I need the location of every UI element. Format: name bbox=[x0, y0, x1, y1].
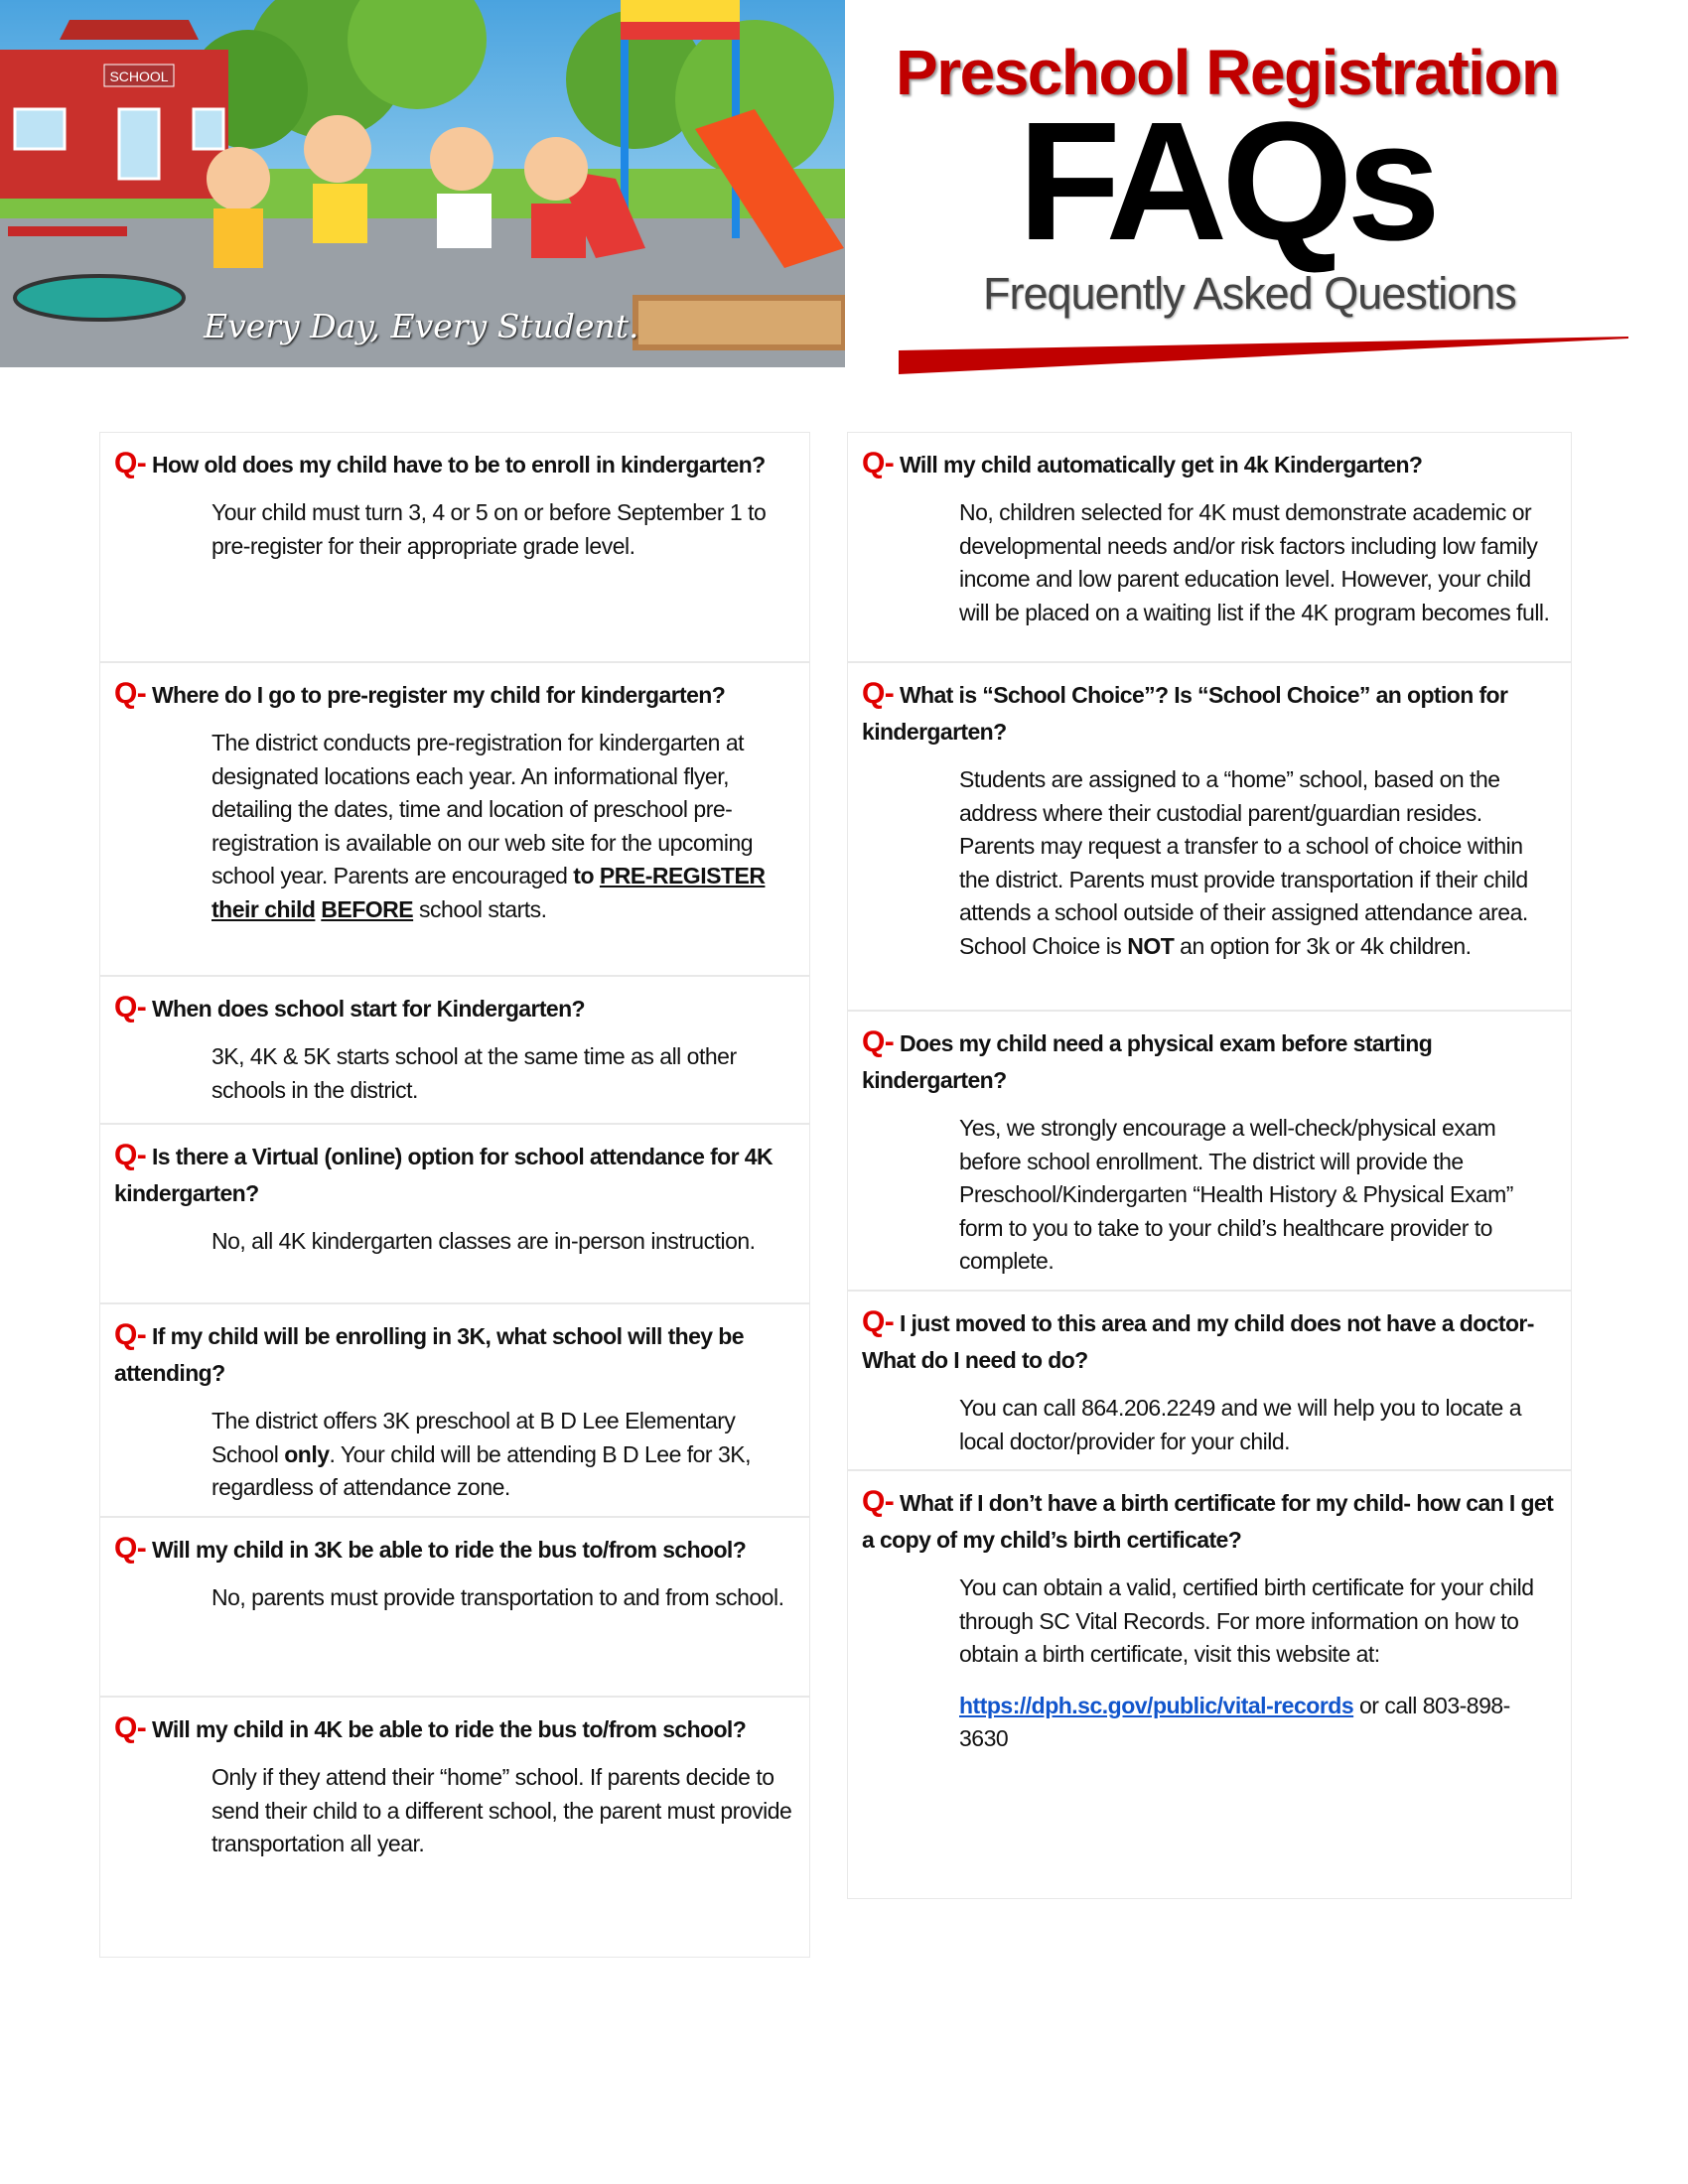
answer-paragraph bbox=[211, 1040, 795, 1107]
answer-text: NOT bbox=[1127, 932, 1175, 959]
faq-item bbox=[847, 1011, 1572, 1291]
question-text: Will my child automatically get in 4k Kindergarten? bbox=[899, 452, 1423, 478]
question-text: What is “School Choice”? Is “School Choice” an option for kindergarten? bbox=[862, 682, 1508, 745]
answer-text: an option for 3k or 4k children. bbox=[1174, 932, 1472, 959]
faq-answer bbox=[959, 1392, 1557, 1458]
faq-question bbox=[114, 1316, 795, 1392]
question-text: What if I don’t have a birth certificate for my child- how can I get a copy of my child’s birth certificate? bbox=[862, 1490, 1554, 1553]
faq-item bbox=[99, 976, 810, 1124]
faq-item bbox=[847, 662, 1572, 1011]
school-sign: SCHOOL bbox=[109, 68, 169, 84]
answer-text: Students are assigned to a “home” school, based on the address where their custodial parent/guardian resides. Parents may request a transfer to a school of choice within the district. Parents must provide transportation if their child attends a school outside of their assigned attendance area. School Choice is bbox=[959, 766, 1528, 959]
answer-paragraph bbox=[211, 727, 795, 926]
faq-question bbox=[114, 445, 795, 483]
answer-paragraph bbox=[211, 1225, 795, 1259]
answer-paragraph bbox=[959, 1690, 1557, 1756]
question-text: Where do I go to pre-register my child for kindergarten? bbox=[151, 682, 726, 708]
answer-text: No, all 4K kindergarten classes are in-person instruction. bbox=[211, 1228, 756, 1254]
answer-paragraph bbox=[211, 1405, 795, 1505]
q-prefix: Q- bbox=[862, 1485, 895, 1518]
subtitle: Frequently Asked Questions bbox=[983, 268, 1516, 319]
faq-item bbox=[99, 1517, 810, 1697]
question-text: I just moved to this area and my child does not have a doctor-What do I need to do? bbox=[862, 1310, 1534, 1373]
answer-text: The district conducts pre-registration for kindergarten at designated locations each year. An informational flyer, detailing the dates, time and location of preschool pre- registration is available on our web site for the upcoming school year. Parents are encouraged bbox=[211, 730, 754, 888]
faq-answer bbox=[211, 1761, 795, 1861]
q-prefix: Q- bbox=[114, 1139, 147, 1171]
answer-text: PRE-REGISTER their child bbox=[211, 863, 766, 922]
question-text: If my child will be enrolling in 3K, what school will they be attending? bbox=[114, 1323, 744, 1386]
faq-question bbox=[114, 989, 795, 1027]
answer-text: No, children selected for 4K must demonstrate academic or developmental needs and/or risk factors including low family income and low parent education level. However, your child will be placed on a waiting list if the 4K program becomes full. bbox=[959, 499, 1550, 625]
question-text: Does my child need a physical exam before starting kindergarten? bbox=[862, 1030, 1433, 1093]
faq-item bbox=[847, 1470, 1572, 1899]
q-prefix: Q- bbox=[862, 447, 895, 479]
faq-question bbox=[862, 1303, 1557, 1379]
answer-text: BEFORE bbox=[321, 895, 414, 922]
q-prefix: Q- bbox=[114, 1318, 147, 1351]
answer-paragraph bbox=[211, 496, 795, 563]
faq-answer bbox=[211, 1040, 795, 1107]
question-text: How old does my child have to be to enroll in kindergarten? bbox=[151, 452, 766, 478]
faq-answer bbox=[211, 1405, 795, 1505]
answer-paragraph bbox=[211, 1581, 795, 1615]
q-prefix: Q- bbox=[862, 1025, 895, 1058]
faq-question bbox=[862, 675, 1557, 751]
answer-paragraph bbox=[959, 763, 1557, 963]
answer-paragraph bbox=[959, 1392, 1557, 1458]
answer-text: Your child must turn 3, 4 or 5 on or before September 1 to pre-register for their appropriate grade level. bbox=[211, 499, 767, 559]
faq-item bbox=[99, 1124, 810, 1303]
faq-answer bbox=[959, 1112, 1557, 1279]
question-text: Is there a Virtual (online) option for school attendance for 4K kindergarten? bbox=[114, 1144, 773, 1206]
title-preschool-registration: Preschool Registration bbox=[896, 37, 1559, 108]
q-prefix: Q- bbox=[862, 1305, 895, 1338]
answer-text: No, parents must provide transportation to and from school. bbox=[211, 1584, 784, 1610]
faq-item bbox=[99, 432, 810, 662]
answer-text: 3K, 4K & 5K starts school at the same time as all other schools in the district. bbox=[211, 1043, 737, 1103]
faq-item bbox=[847, 432, 1572, 662]
answer-text: . Your child will be attending B D Lee for 3K, regardless of attendance zone. bbox=[211, 1440, 752, 1500]
faq-question bbox=[114, 675, 795, 714]
faq-question bbox=[862, 1024, 1557, 1099]
answer-text: to bbox=[573, 863, 600, 888]
faq-answer bbox=[959, 763, 1557, 963]
q-prefix: Q- bbox=[114, 677, 147, 710]
question-text: When does school start for Kindergarten? bbox=[151, 996, 585, 1022]
answer-text: The district offers 3K preschool at B D Lee Elementary School bbox=[211, 1408, 736, 1467]
faq-item bbox=[99, 1697, 810, 1958]
title-block bbox=[874, 0, 1668, 387]
q-prefix: Q- bbox=[114, 447, 147, 479]
question-text: Will my child in 4K be able to ride the bus to/from school? bbox=[151, 1716, 747, 1742]
faq-answer bbox=[211, 496, 795, 563]
answer-paragraph bbox=[211, 1761, 795, 1861]
header-banner-image bbox=[0, 0, 845, 367]
faq-question bbox=[862, 445, 1557, 483]
red-swoosh-divider bbox=[899, 333, 1628, 377]
q-prefix: Q- bbox=[114, 1532, 147, 1565]
answer-text: or call 803-898-3630 bbox=[959, 1692, 1510, 1751]
q-prefix: Q- bbox=[114, 991, 147, 1024]
faq-answer bbox=[959, 496, 1557, 629]
faq-answer bbox=[211, 1581, 795, 1615]
banner-caption: Every Day, Every Student. bbox=[204, 307, 639, 345]
faq-question bbox=[114, 1530, 795, 1569]
faq-item bbox=[847, 1291, 1572, 1470]
vital-records-link[interactable]: https://dph.sc.gov/public/vital-records bbox=[959, 1692, 1354, 1718]
faq-item bbox=[99, 1303, 810, 1517]
faq-item bbox=[99, 662, 810, 976]
answer-text: Yes, we strongly encourage a well-check/physical exam before school enrollment. The district will provide the Preschool/Kindergarten “Health History & Physical Exam” form to you to take to your child’s healthcare provider to complete. bbox=[959, 1115, 1513, 1274]
answer-text: You can call 864.206.2249 and we will help you to locate a local doctor/provider for your child. bbox=[959, 1395, 1522, 1454]
q-prefix: Q- bbox=[862, 677, 895, 710]
answer-text: Only if they attend their “home” school. If parents decide to send their child to a different school, the parent must provide transportation all year. bbox=[211, 1764, 792, 1856]
faq-answer bbox=[211, 1225, 795, 1259]
faq-answer bbox=[959, 1571, 1557, 1756]
answer-text: You can obtain a valid, certified birth certificate for your child through SC Vital Records. For more information on how to obtain a birth certificate, visit this website at: bbox=[959, 1574, 1534, 1667]
faq-answer bbox=[211, 727, 795, 926]
faq-question bbox=[114, 1709, 795, 1748]
q-prefix: Q- bbox=[114, 1711, 147, 1744]
playground-illustration bbox=[0, 0, 845, 367]
answer-paragraph bbox=[959, 1112, 1557, 1279]
answer-text: school starts. bbox=[413, 895, 547, 922]
faq-question bbox=[114, 1137, 795, 1212]
answer-text: only bbox=[284, 1440, 330, 1467]
answer-paragraph bbox=[959, 1571, 1557, 1672]
faq-question bbox=[862, 1483, 1557, 1559]
question-text: Will my child in 3K be able to ride the bus to/from school? bbox=[151, 1537, 747, 1563]
answer-paragraph bbox=[959, 496, 1557, 629]
title-faqs: FAQs bbox=[1018, 87, 1436, 276]
